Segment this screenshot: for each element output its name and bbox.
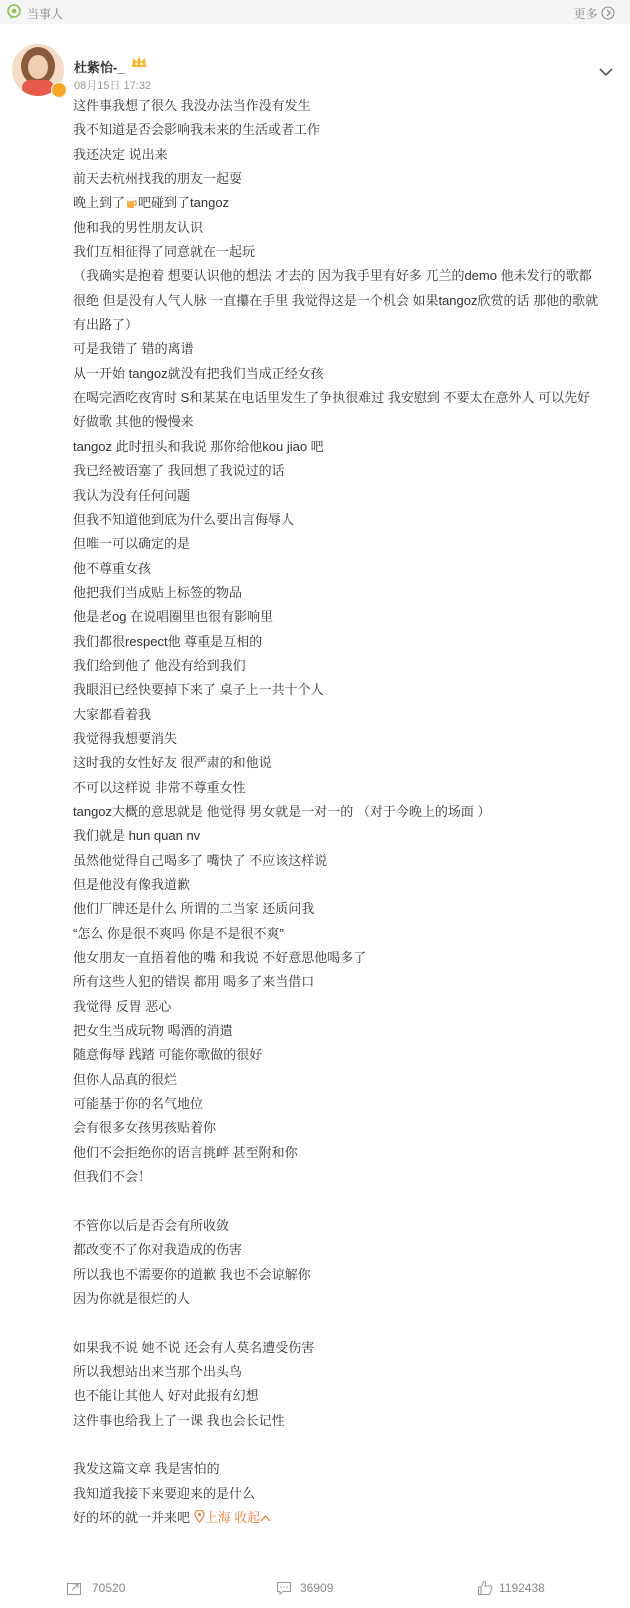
like-count: 1192438: [499, 1581, 545, 1595]
text-line: （我确实是抱着 想要认识他的想法 才去的 因为我手里有好多 兀兰的demo 他未发行的歌都很绝 但是没有人气人脉 一直攥在手里 我觉得这是一个机会 如果tangoz欣赏的话 那他的歌就有出路了）: [73, 268, 599, 333]
text-line: 可是我错了 错的离谱: [73, 341, 194, 357]
text-line: [73, 1506, 601, 1530]
text-line: [73, 191, 601, 215]
text-line: 我发这篇文章 我是害怕的: [73, 1461, 220, 1477]
text-line: 但你人品真的很烂: [73, 1071, 178, 1087]
crown-emoji-icon: [131, 55, 147, 69]
text-line: 我们给到他了 他没有给到我们: [73, 657, 246, 673]
text-line: 我觉得 反胃 恶心: [73, 998, 172, 1014]
text-line: 这时我的女性好友 很严肃的和他说: [73, 755, 272, 771]
text-line: 如果我不说 她不说 还会有人莫名遭受伤害: [73, 1339, 315, 1355]
top-bar: [0, 0, 630, 24]
comment-count: 36909: [300, 1581, 334, 1595]
more-link[interactable]: [574, 5, 615, 22]
text-line: 他把我们当成贴上标签的物品: [73, 584, 243, 600]
post-date: 08月15日 17:32: [74, 80, 152, 92]
text-line: 这件事也给我上了一课 我也会长记性: [73, 1412, 285, 1428]
text-line: 我不知道是否会影响我未来的生活或者工作: [73, 122, 321, 138]
text-segment: 晚上到了: [73, 195, 126, 211]
section-title: 当事人: [27, 7, 64, 21]
text-line: 从一开始 tangoz就没有把我们当成正经女孩: [73, 365, 324, 381]
blank-line: [73, 1189, 601, 1213]
text-line: 他是老og 在说唱圈里也很有影响里: [73, 609, 274, 625]
post-card: [0, 24, 630, 1608]
action-bar: [0, 1570, 630, 1604]
location-label: 上海: [204, 1509, 231, 1525]
like-icon: [477, 1580, 493, 1596]
text-line: 他们不会拒绝你的语言挑衅 甚至附和你: [73, 1144, 298, 1160]
text-line: 我知道我接下来要迎来的是什么: [73, 1485, 256, 1501]
text-line: 我认为没有任何问题: [73, 487, 191, 503]
text-line: 他和我的男性朋友认识: [73, 219, 204, 235]
more-label: 更多: [573, 7, 598, 21]
chevron-right-icon: [601, 6, 615, 20]
text-line: 所有这些人犯的错误 都用 喝多了来当借口: [73, 974, 315, 990]
beer-emoji-icon: [125, 196, 138, 209]
text-line: 所以我也不需要你的道歉 我也不会谅解你: [73, 1266, 311, 1282]
text-segment: 好的坏的就一并来吧: [73, 1509, 191, 1525]
text-line: 虽然他觉得自己喝多了 嘴快了 不应该这样说: [73, 852, 328, 868]
text-line: 他女朋友一直捂着他的嘴 和我说 不好意思他喝多了: [73, 950, 367, 966]
text-line: 大家都看着我: [73, 706, 152, 722]
repost-count: 70520: [92, 1581, 126, 1595]
chevron-up-icon: [260, 1514, 271, 1522]
text-line: 不可以这样说 非常不尊重女性: [73, 779, 246, 795]
text-line: 我们都很respect他 尊重是互相的: [73, 633, 263, 649]
text-line: 可能基于你的名气地位: [73, 1096, 204, 1112]
blank-line: [73, 1311, 601, 1335]
username[interactable]: 杜紫怡-_: [74, 60, 125, 75]
text-line: 所以我想站出来当那个出头鸟: [73, 1363, 243, 1379]
text-line: 也不能让其他人 好对此报有幻想: [73, 1388, 259, 1404]
text-line: 但是他没有像我道歉: [73, 877, 191, 892]
collapse-button[interactable]: [234, 1510, 271, 1525]
text-line: 我已经被语塞了 我回想了我说过的话: [73, 463, 285, 479]
text-line: 他们厂牌还是什么 所谓的二当家 还质问我: [73, 901, 315, 917]
text-line: tangoz大概的意思就是 他觉得 男女就是一对一的 （对于今晚上的场面 ）: [73, 803, 491, 819]
text-line: 他不尊重女孩: [73, 560, 152, 576]
text-line: 把女生当成玩物 喝酒的消遣: [73, 1023, 233, 1039]
text-line: 都改变不了你对我造成的伤害: [73, 1242, 243, 1258]
text-line: 我们就是 hun quan nv: [73, 828, 201, 844]
text-line: 我们互相征得了同意就在一起玩: [73, 244, 256, 260]
text-segment: 吧碰到了tangoz: [138, 195, 230, 211]
text-line: 但我们不会！: [73, 1169, 152, 1185]
location-link[interactable]: [194, 1510, 231, 1525]
post-text: [73, 94, 601, 1530]
text-line: 但我不知道他到底为什么要出言侮辱人: [73, 511, 295, 527]
text-line: 我觉得我想要消失: [73, 730, 178, 746]
text-line: 不管你以后是否会有所收敛: [73, 1217, 230, 1233]
collapse-label: 收起: [234, 1509, 261, 1525]
vip-badge-icon: [51, 82, 67, 98]
text-line: tangoz 此时扭头和我说 那你给他kou jiao 吧: [73, 438, 324, 454]
text-line: 在喝完酒吃夜宵时 S和某某在电话里发生了争执很难过 我安慰到 不要太在意外人 可以先好好做歌 其他的慢慢来: [73, 390, 591, 430]
repost-icon: [66, 1580, 82, 1596]
text-line: 我眼泪已经快要掉下来了 桌子上一共十个人: [73, 682, 324, 698]
chevron-down-icon[interactable]: [599, 67, 613, 77]
blank-line: [73, 1433, 601, 1457]
text-line: 会有很多女孩男孩贴着你: [73, 1120, 217, 1136]
weibo-chat-icon: [6, 4, 22, 20]
comment-icon: [276, 1580, 292, 1596]
text-line: 随意侮辱 践踏 可能你歌做的很好: [73, 1047, 263, 1063]
location-pin-icon: [194, 1510, 205, 1523]
text-line: 因为你就是很烂的人: [73, 1290, 191, 1306]
text-line: 前天去杭州找我的朋友一起耍: [73, 171, 243, 187]
text-line: “怎么 你是很不爽吗 你是不是很不爽”: [73, 925, 284, 941]
text-line: 但唯一可以确定的是: [73, 536, 191, 552]
text-line: 这件事我想了很久 我没办法当作没有发生: [73, 98, 311, 113]
text-line: 我还决定 说出来: [73, 146, 168, 162]
